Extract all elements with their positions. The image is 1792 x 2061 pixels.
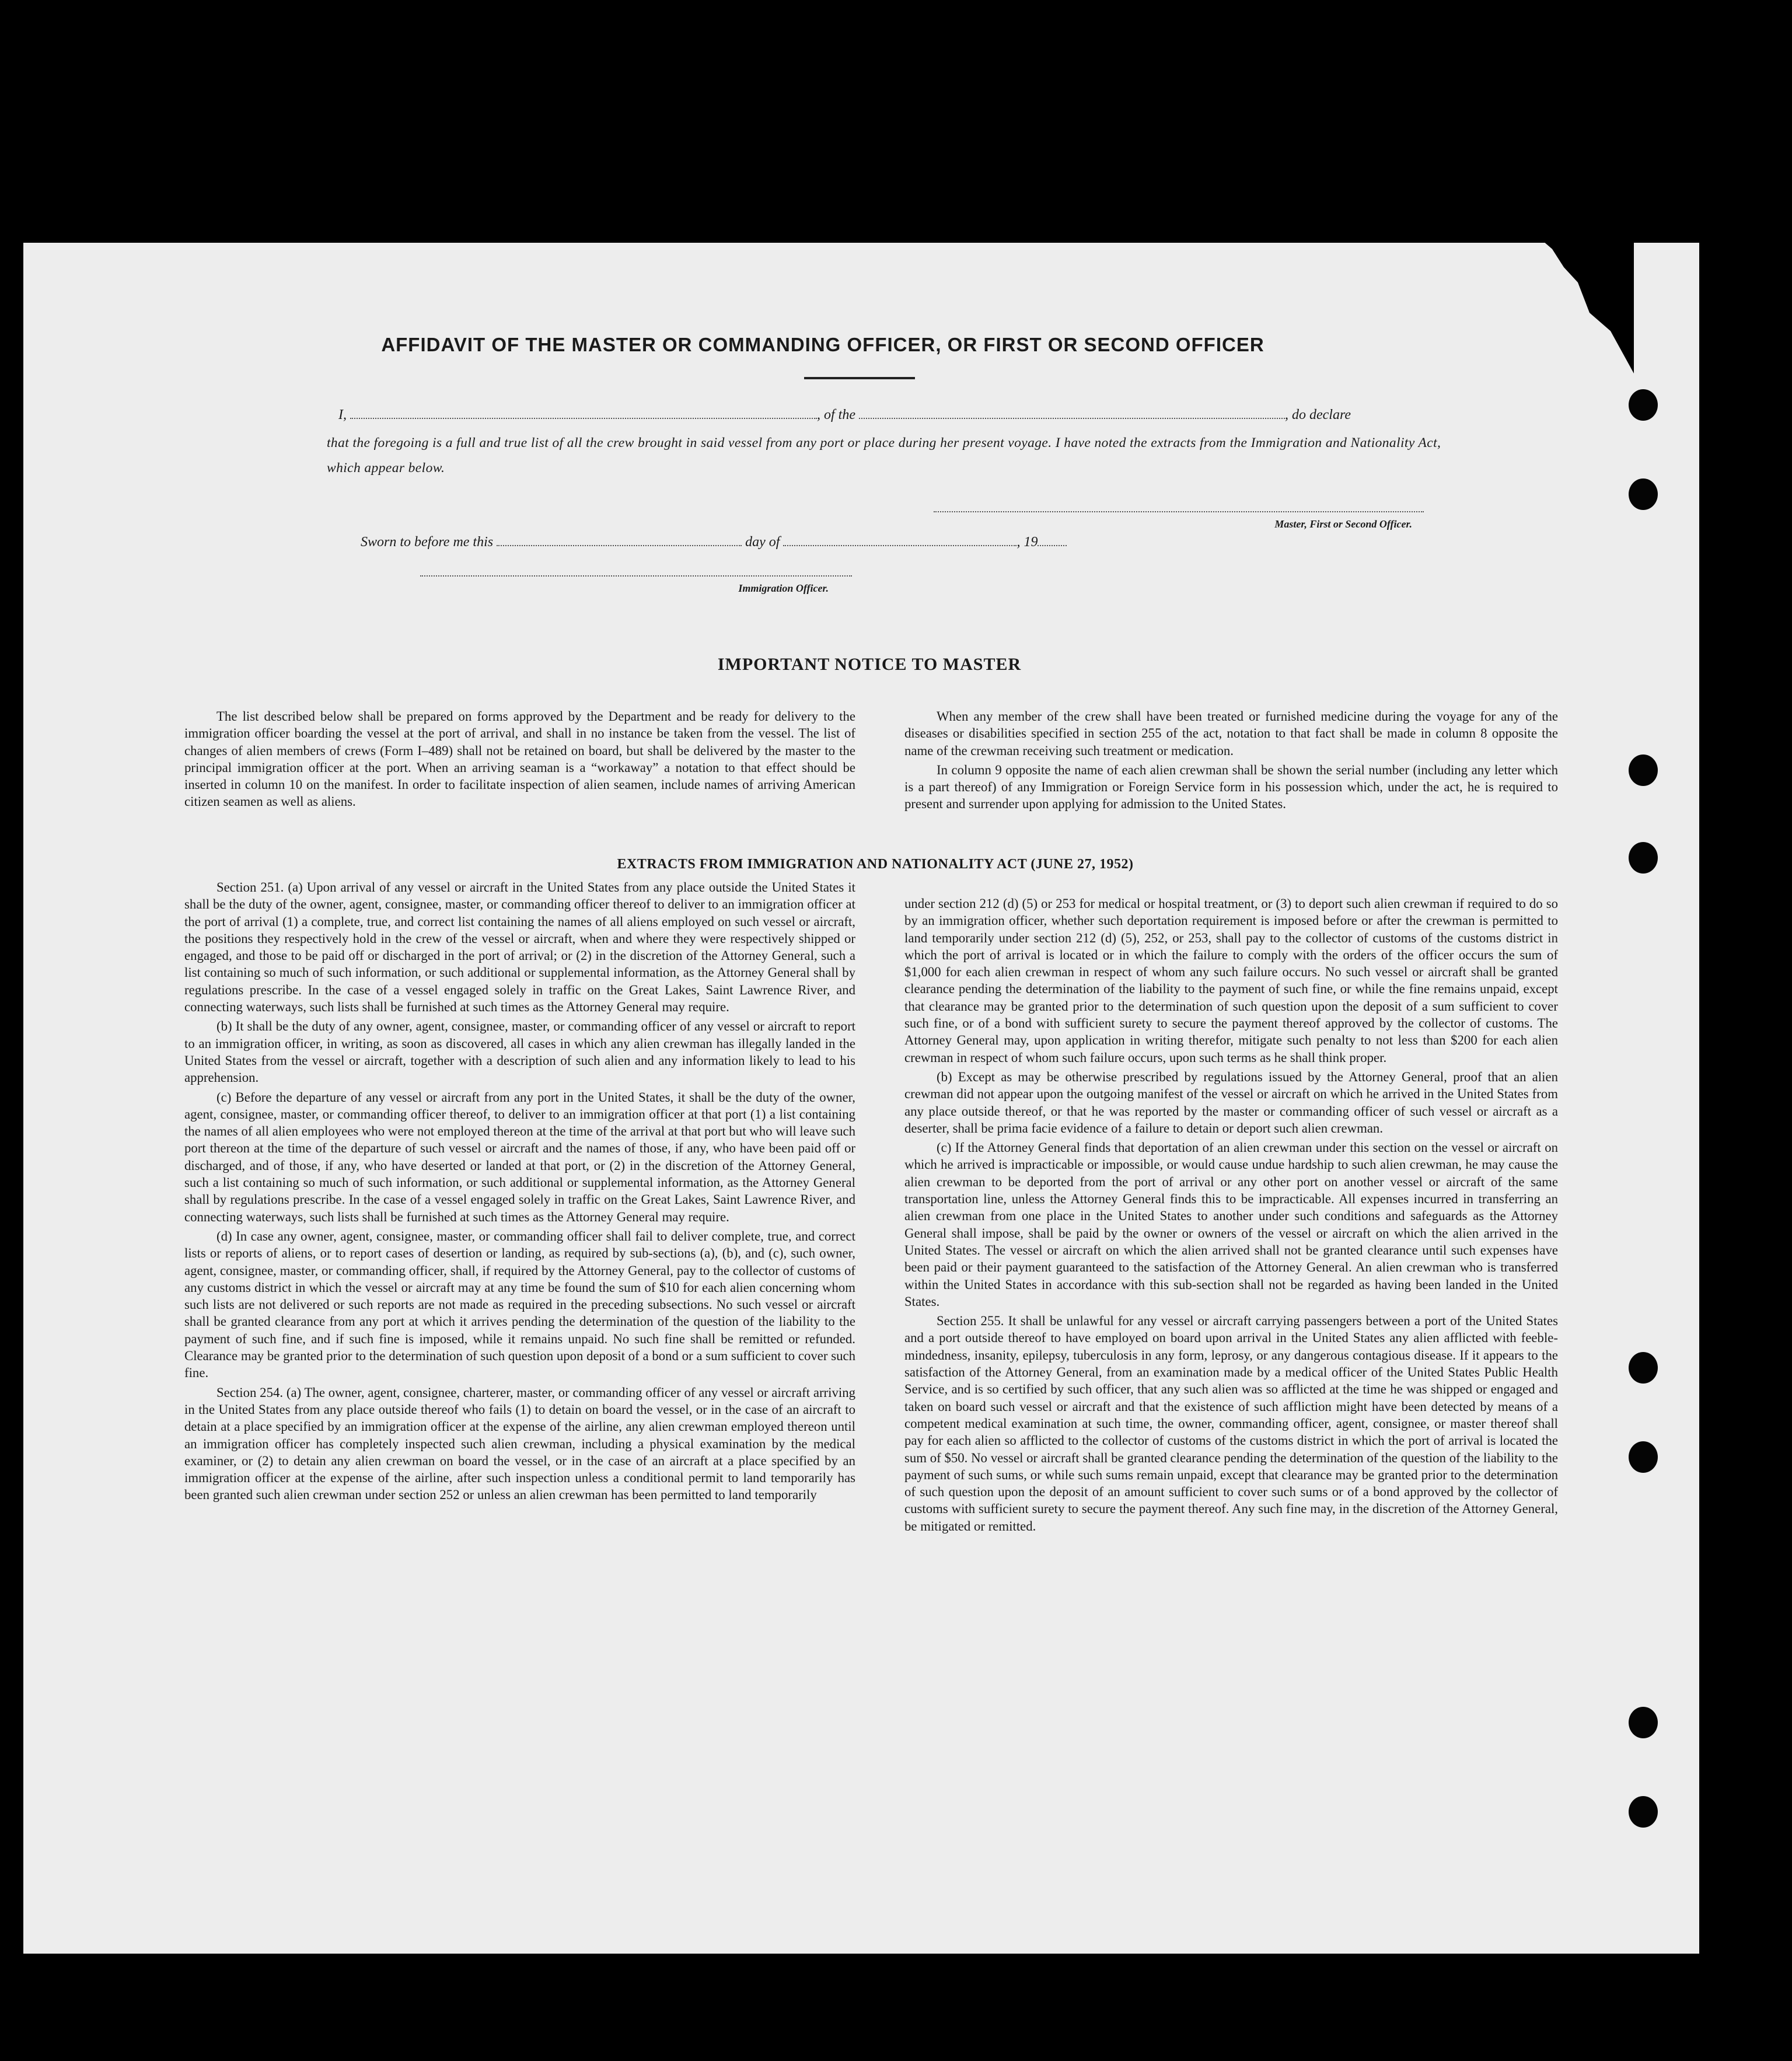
immigration-officer-signature-line[interactable] — [420, 575, 852, 577]
sworn-month-field[interactable] — [783, 545, 1016, 546]
immigration-officer-label: Immigration Officer. — [738, 582, 829, 594]
extract-paragraph: (c) If the Attorney General finds that deportation of an alien crewman under this section on the vessel or aircraft on which he arrived is impracticable or impossible, or would cause undue hardship to such alien crewman, he may cause the alien crewman to be deported from the port of arrival or any other port on another vessel or aircraft of the same transportation line, unless the Attorney General finds this to be impracticable. All expenses incurred in transferring an alien crewman from one place in the United States to another under such conditions and safeguards as the Attorney General shall impose, shall be paid by the owner or owners of the vessel or aircraft on which the alien arrived in the United States. The vessel or aircraft on which the alien arrived shall not be granted clearance until such expenses have been paid or their payment guaranteed to the satisfaction of the Attorney General. An alien crewman who is transferred within the United States in accordance with this sub-section shall not be regarded as having been landed in the United States. — [904, 1140, 1558, 1309]
sworn-line — [361, 535, 1178, 550]
extract-paragraph: (b) It shall be the duty of any owner, agent, consignee, master, or commanding officer of any vessel or aircraft to report to an immigration officer, in writing, as soon as discovered, all cases in which any alien crewman has illegally landed in the United States from the vessel or aircraft, together with a description of such alien and any information likely to lead to his apprehension. — [184, 1019, 855, 1085]
declarant-prefix: I, — [338, 407, 347, 422]
vessel-name-field[interactable] — [859, 418, 1285, 419]
punch-hole — [1629, 1707, 1658, 1738]
extract-paragraph: Section 255. It shall be unlawful for any vessel or aircraft carrying passengers between a port of the United States and a port outside thereof to have employed on board upon arrival in the United States any alien afflicted with feeble-mindedness, insanity, epilepsy, tuberculosis in any form, leprosy, or any dangerous contagious disease. If it appears to the satisfaction of the Attorney General, from an examination made by a medical officer of the United States Public Health Service, and is so certified by such officer, that any such alien was so afflicted at the time he was shipped or engaged and taken on board such vessel or aircraft and that the existence of such affliction might have been detected by means of a competent medical examination at such time, the owner, commanding officer, agent, consignee, or master thereof shall pay for each alien so afflicted to the collector of customs of the customs district in which the port of arrival is located the sum of $50. No vessel or aircraft shall be granted clearance pending the determination of the question of the liability to the payment of such sums, or while such sums remain unpaid, except that clearance may be granted prior to the determination of such question upon the deposit of an amount sufficient to cover such sums or of a bond approved by the collector of customs with sufficient surety to secure the payment thereof. Any such fine may, in the discretion of the Attorney General, be mitigated or remitted. — [904, 1314, 1558, 1533]
year-prefix-label: , 19 — [1016, 535, 1038, 550]
sworn-label: Sworn to before me this — [361, 535, 494, 550]
extract-paragraph: Section 254. (a) The owner, agent, consignee, charterer, master, or commanding officer of any vessel or aircraft arriving in the United States from any place outside thereof who fails (1) to detain on board the vessel, or in the case of an aircraft to detain at a place specified by an immigration officer at the expense of the airline, any alien crewman employed thereon until an immigration officer has completely inspected such alien crewman, including a physical examination by the medical examiner, or (2) to detain any alien crewman on board the vessel, or in the case of an aircraft at a place specified by an immigration officer at the expense of the airline, after such inspection unless a conditional permit to land temporarily has been granted such alien crewman under section 252 or unless an alien crewman has been permitted to land temporarily — [184, 1385, 855, 1503]
punch-hole — [1629, 1796, 1658, 1828]
extract-paragraph: under section 212 (d) (5) or 253 for medical or hospital treatment, or (3) to deport such alien crewman if required to do so by an immigration officer, whether such deportation requirement is imposed before or after the crewman is permitted to land temporarily under section 212 (d) (5), 252, or 253, shall pay to the collector of customs of the customs district in which the port of arrival is located or in which the failure to comply with the orders of the officer occurs the sum of $1,000 for each alien crewman in respect of whom any such failure occurs. No such vessel or aircraft shall be granted clearance pending the determination of the liability to the payment of such fine, or while the fine remains unpaid, except that clearance may be granted prior to the determination of such question upon the deposit of a sum sufficient to cover such fine, or of a bond with sufficient surety to secure the payment thereof approved by the collector of customs. The Attorney General may, upon application in writing therefor, mitigate such penalty to not less than $200 for each alien crewman in respect of whom such failure occurs, upon such terms as he shall think proper. — [904, 896, 1558, 1065]
document-page — [23, 243, 1699, 1954]
extracts-left-column — [184, 879, 855, 1506]
title-rule — [804, 377, 915, 379]
sworn-day-field[interactable] — [497, 545, 742, 546]
extract-paragraph: (b) Except as may be otherwise prescribed by regulations issued by the Attorney General, proof that an alien crewman did not appear upon the outgoing manifest of the vessel or aircraft on which he arrived in the United States from any place outside thereof, or that he was reported by the master or commanding officer of such vessel or aircraft as a deserter, shall be prima facie evidence of a failure to detain or deport such alien crewman. — [904, 1069, 1558, 1136]
declaration-line — [338, 407, 1435, 423]
notice-left-column — [184, 708, 855, 813]
day-of-label: day of — [745, 535, 780, 550]
of-the-label: , of the — [817, 407, 855, 422]
punch-hole — [1629, 389, 1658, 421]
do-declare-label: , do declare — [1285, 407, 1351, 422]
punch-hole — [1629, 842, 1658, 874]
punch-hole — [1629, 1441, 1658, 1473]
extract-paragraph: (d) In case any owner, agent, consignee, master, or commanding officer shall fail to deliver complete, true, and correct lists or reports of aliens, or to report cases of desertion or landing, as required by sub-sections (a), (b), and (c), such owner, agent, consignee, master, or commanding officer, shall, if required by the Attorney General, pay to the collector of customs of any customs district in which the vessel or aircraft may at any time be found the sum of $10 for each alien concerning whom such lists are not delivered or such reports are not made as required in the preceding subsections. No such vessel or aircraft shall be granted clearance from any port at which it arrives pending the determination of the question of the liability to the payment of such fine, and if such fine is imposed, while it remains unpaid. No such fine shall be remitted or refunded. Clearance may be granted prior to the determination of such question upon deposit of a bond or a sum sufficient to cover such fine. — [184, 1228, 855, 1381]
notice-paragraph: The list described below shall be prepared on forms approved by the Department and be ready for delivery to the immigration officer boarding the vessel at the port of arrival, and shall in no instance be taken from the vessel. The list of changes of alien members of crews (Form I–489) shall not be retained on board, but shall be delivered by the master to the principal immigration officer at the port. When an arriving seaman is a “workaway” a notation to that effect should be inserted in column 10 on the manifest. In order to facilitate inspection of alien seamen, include names of arriving American citizen seamen as well as aliens. — [184, 709, 855, 809]
notice-title: IMPORTANT NOTICE TO MASTER — [717, 655, 1022, 674]
punch-hole — [1629, 1352, 1658, 1384]
punch-hole — [1629, 478, 1658, 510]
declaration-statement: that the foregoing is a full and true list of all the crew brought in said vessel from any port or place during her present voyage. I have noted the extracts from the Immigration and Nationality Act, which appear below. — [327, 435, 1441, 476]
sworn-year-field[interactable] — [1038, 545, 1067, 546]
extract-paragraph: (c) Before the departure of any vessel or aircraft from any port in the United States, it shall be the duty of the owner, agent, consignee, master, or commanding officer thereof, to deliver to an immigration officer at that port (1) a list containing the names of all alien employees who were not employed thereon at the time of the arrival at that port but who will leave such port thereon at the time of the departure of such vessel or aircraft and the names of those, if any, who have been paid off or discharged, and of those, if any, who have deserted or landed at that port, or (2) in the discretion of the Attorney General, such a list containing so much of such information, or such additional or supplemental information, as the Attorney General shall by regulations prescribe. In the case of a vessel engaged solely in traffic on the Great Lakes, Saint Lawrence River, and connecting waterways, such lists shall be furnished at such times as the Attorney General may require. — [184, 1089, 855, 1224]
notice-paragraph: When any member of the crew shall have been treated or furnished medicine during the voyage for any of the diseases or disabilities specified in section 255 of the act, notation to that fact shall be made in column 8 opposite the name of the crewman receiving such treatment or medication. — [904, 709, 1558, 758]
punch-hole — [1629, 754, 1658, 786]
master-signature-line[interactable] — [934, 511, 1424, 512]
extracts-title: EXTRACTS FROM IMMIGRATION AND NATIONALITY ACT (JUNE 27, 1952) — [617, 857, 1134, 872]
affidavit-title: AFFIDAVIT OF THE MASTER OR COMMANDING OFFICER, OR FIRST OR SECOND OFFICER — [381, 334, 1264, 355]
declarant-name-field[interactable] — [350, 418, 817, 419]
extracts-right-column — [904, 895, 1558, 1537]
extract-paragraph: Section 251. (a) Upon arrival of any vessel or aircraft in the United States from any place outside the United States it shall be the duty of the owner, agent, consignee, master, or commanding officer thereof to deliver to an immigration officer at the port of arrival (1) a complete, true, and correct list containing the names of all aliens employed on such vessel or aircraft, the positions they respectively hold in the crew of the vessel or aircraft, when and where they were respectively shipped or engaged, and those to be paid off or discharged in the port of arrival; or (2) in the discretion of the Attorney General, such a list containing so much of such information, or such additional or supplemental information, as the Attorney General shall by regulations prescribe. In the case of a vessel engaged solely in traffic on the Great Lakes, Saint Lawrence River, and connecting waterways, such lists shall be furnished at such times as the Attorney General may require. — [184, 880, 855, 1015]
notice-paragraph: In column 9 opposite the name of each alien crewman shall be shown the serial number (including any letter which is a part thereof) of any Immigration or Foreign Service form in his possession which, under the act, he is required to present and surrender upon applying for admission to the United States. — [904, 762, 1558, 812]
notice-right-column — [904, 708, 1558, 815]
master-signature-label: Master, First or Second Officer. — [1274, 518, 1412, 530]
